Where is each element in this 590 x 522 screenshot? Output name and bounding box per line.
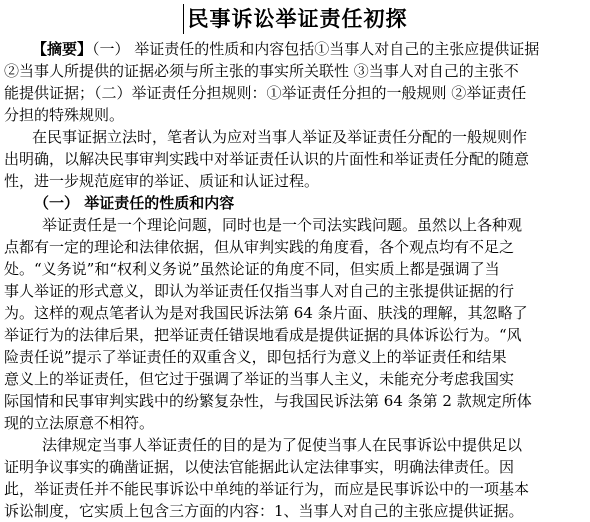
text-line: 此，举证责任并不能民事诉讼中单纯的举证行为，而应是民事诉讼中的一项基本 — [4, 480, 530, 498]
text-line: 证明争议事实的确凿证据，以使法官能据此认定法律事实，明确法律责任。因 — [4, 458, 515, 476]
text-line: 事人举证的形式意义，即认为举证责任仅指当事人对自己的主张提供证据的行 — [4, 282, 515, 300]
text-line: 意义上的举证责任，但它过于强调了举证的当事人主义，未能充分考虑我国实 — [4, 370, 515, 388]
text-line: 举证行为的法律后果，把举证责任错误地看成是提供证据的具体诉讼行为。“风 — [4, 326, 522, 344]
title-bar — [0, 4, 590, 34]
text-line: 点都有一定的理论和法律依据，但从审判实践的角度看，各个观点均有不足之 — [4, 238, 515, 256]
text-line: 现的立法原意不相符。 — [4, 414, 155, 432]
text-line — [4, 38, 584, 60]
text-line: 处。“义务说”和“权利义务说”虽然论证的角度不同，但实质上都是强调了当 — [4, 260, 500, 278]
text-line: 险责任说”提示了举证责任的双重含义，即包括行为意义上的举证责任和结果 — [4, 348, 507, 366]
section-heading: （一） 举证责任的性质和内容 — [34, 194, 235, 212]
text-line: 为。这样的观点笔者认为是对我国民诉法第 64 条片面、肤浅的理解，其忽略了 — [4, 304, 528, 322]
text-line: 诉讼制度，它实质上包含三方面的内容：1、当事人对自己的主张应提供证据。 — [4, 502, 524, 520]
text-line: 能提供证据；（二）举证责任分担规则：①举证责任分担的一般规则 ②举证责任 — [4, 84, 527, 102]
text-line: 出明确，以解决民事审判实践中对举证责任认识的片面性和举证责任分配的随意 — [4, 150, 530, 168]
text-line: 际国情和民事审判实践中的纷繁复杂性，与我国民诉法第 64 条第 2 款规定所体 — [4, 392, 532, 410]
document-body — [4, 38, 584, 522]
document-title: 民事诉讼举证责任初探 — [183, 4, 408, 34]
text-line: 法律规定当事人举证责任的目的是为了促使当事人在民事诉讼中提供足以 — [42, 436, 523, 454]
text-line: 举证责任是一个理论问题，同时也是一个司法实践问题。虽然以上各种观 — [42, 216, 523, 234]
text-line: 分担的特殊规则。 — [4, 106, 125, 124]
abstract-label: 【摘要】 — [32, 40, 93, 58]
abstract-text: （一） 举证责任的性质和内容包括①当事人对自己的主张应提供证据 — [92, 40, 540, 58]
text-line: 性，进一步规范庭审的举证、质证和认证过程。 — [4, 172, 320, 190]
text-line: 在民事证据立法时，笔者认为应对当事人举证及举证责任分配的一般规则作 — [32, 128, 528, 146]
text-line: ②当事人所提供的证据必须与所主张的事实所关联性 ③当事人对自己的主张不 — [4, 62, 519, 80]
